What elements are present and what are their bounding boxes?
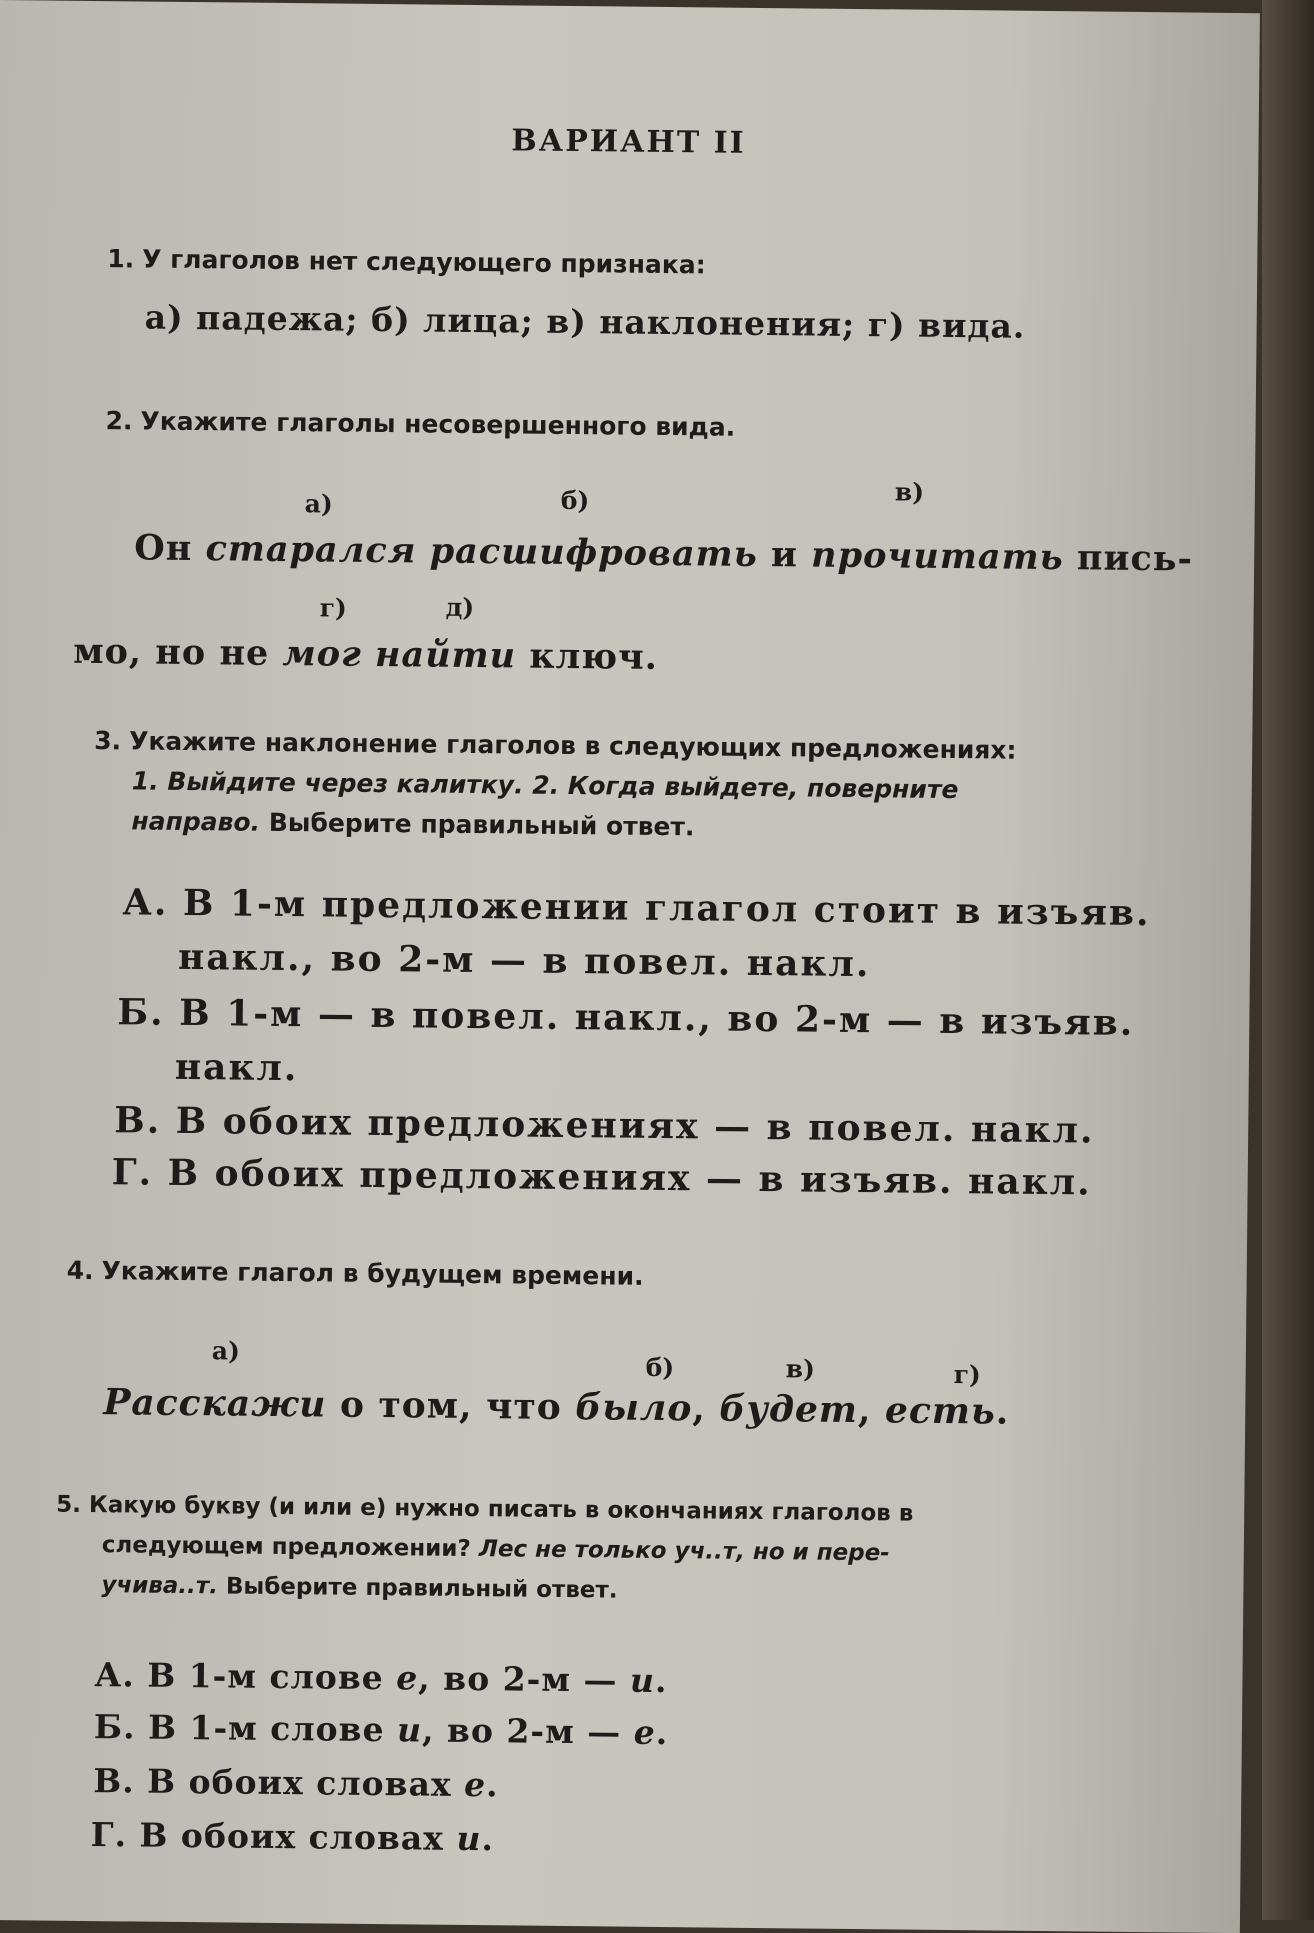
option-b-line-1: Б. В 1-м — в повел. накл., во 2-м — в изъяв.	[117, 991, 1135, 1044]
question-4	[66, 1251, 643, 1297]
sentence-fragment: мо, но не	[72, 630, 283, 674]
question-4-sentence	[103, 1381, 1009, 1432]
question-text: 1. Выйдите через калитку. 2. Когда выйдете, поверните	[131, 766, 959, 805]
option-a: А. В 1-м слове е, во 2-м — и.	[94, 1655, 668, 1701]
question-number: 4.	[66, 1255, 94, 1286]
marker-b: б)	[645, 1352, 675, 1383]
option-g: Г. В обоих словах и.	[90, 1815, 495, 1859]
question-text: учива..т.	[101, 1572, 219, 1600]
marker-g: г)	[319, 593, 347, 623]
option-b: Б. В 1-м слове и, во 2-м — е.	[93, 1707, 669, 1753]
question-number: 2.	[105, 406, 133, 436]
option-v: В. В обоих предложениях — в повел. накл.	[114, 1099, 1095, 1152]
question-5-instruction	[101, 1565, 618, 1610]
question-number: 1.	[107, 244, 135, 274]
question-2-sentence-line-1	[134, 527, 1193, 579]
question-text: Лес не только уч..т, но и пере-	[478, 1536, 890, 1567]
question-1-answers: а) падежа; б) лица; в) наклонения; г) вида.	[144, 297, 1026, 346]
verb-g: мог	[282, 632, 363, 675]
question-number: 3.	[94, 726, 122, 756]
marker-v: в)	[785, 1354, 816, 1384]
question-2	[105, 401, 735, 448]
option-b-line-2: накл.	[174, 1045, 299, 1090]
verb-d: найти	[374, 633, 517, 677]
book-spine	[1262, 0, 1314, 1920]
marker-a: а)	[304, 489, 333, 519]
question-3-instruction	[131, 801, 694, 847]
option-a-line-1: А. В 1-м предложении глагол стоит в изъяв.	[122, 881, 1151, 935]
option-a-line-2: накл., во 2-м — в повел. накл.	[177, 935, 871, 986]
option-v: В. В обоих словах е.	[93, 1761, 499, 1805]
question-text: Какую букву (и или е) нужно писать в окончаниях глаголов в	[88, 1492, 914, 1527]
sentence-fragment: и	[757, 533, 812, 576]
marker-a: а)	[211, 1336, 241, 1366]
verb-v: прочитать	[810, 534, 1064, 579]
page-title: ВАРИАНТ II	[511, 123, 746, 161]
verb-b: расшифровать	[429, 530, 759, 575]
sentence-fragment	[416, 530, 430, 571]
question-1	[107, 239, 706, 285]
question-number: 5.	[56, 1491, 82, 1518]
question-text: Укажите глагол в будущем времени.	[101, 1256, 644, 1291]
sentence-fragment: о том, что	[326, 1383, 576, 1429]
marker-b: б)	[560, 485, 590, 516]
sentence-fragment: ,	[857, 1389, 886, 1432]
option-g: Г. В обоих предложениях — в изъяв. накл.	[111, 1151, 1092, 1204]
marker-d: д)	[445, 592, 475, 622]
sentence-fragment: Он	[134, 527, 206, 570]
verb-v: будет	[719, 1387, 859, 1432]
question-text: Выберите правильный ответ.	[259, 807, 695, 842]
question-2-sentence-line-2	[73, 631, 658, 678]
question-text: Укажите наклонение глаголов в следующих предложениях:	[129, 726, 1017, 765]
question-text: следующем предложении?	[101, 1532, 479, 1563]
marker-g: г)	[953, 1360, 981, 1390]
question-text: направо.	[131, 806, 261, 837]
marker-v: в)	[894, 477, 925, 507]
question-text: Выберите правильный ответ.	[217, 1573, 618, 1604]
sentence-fragment: ,	[692, 1387, 720, 1430]
verb-a: старался	[205, 528, 417, 572]
sentence-fragment: пись-	[1063, 537, 1194, 580]
verb-a: Расскажи	[103, 1381, 327, 1426]
question-text: Укажите глаголы несовершенного вида.	[140, 406, 736, 442]
question-text: У глаголов нет следующего признака:	[142, 244, 706, 280]
sentence-fragment: .	[995, 1390, 1010, 1433]
sentence-fragment	[362, 634, 376, 675]
sentence-fragment: ключ.	[515, 635, 659, 678]
verb-g: есть	[884, 1389, 996, 1433]
verb-b: было	[575, 1386, 693, 1430]
